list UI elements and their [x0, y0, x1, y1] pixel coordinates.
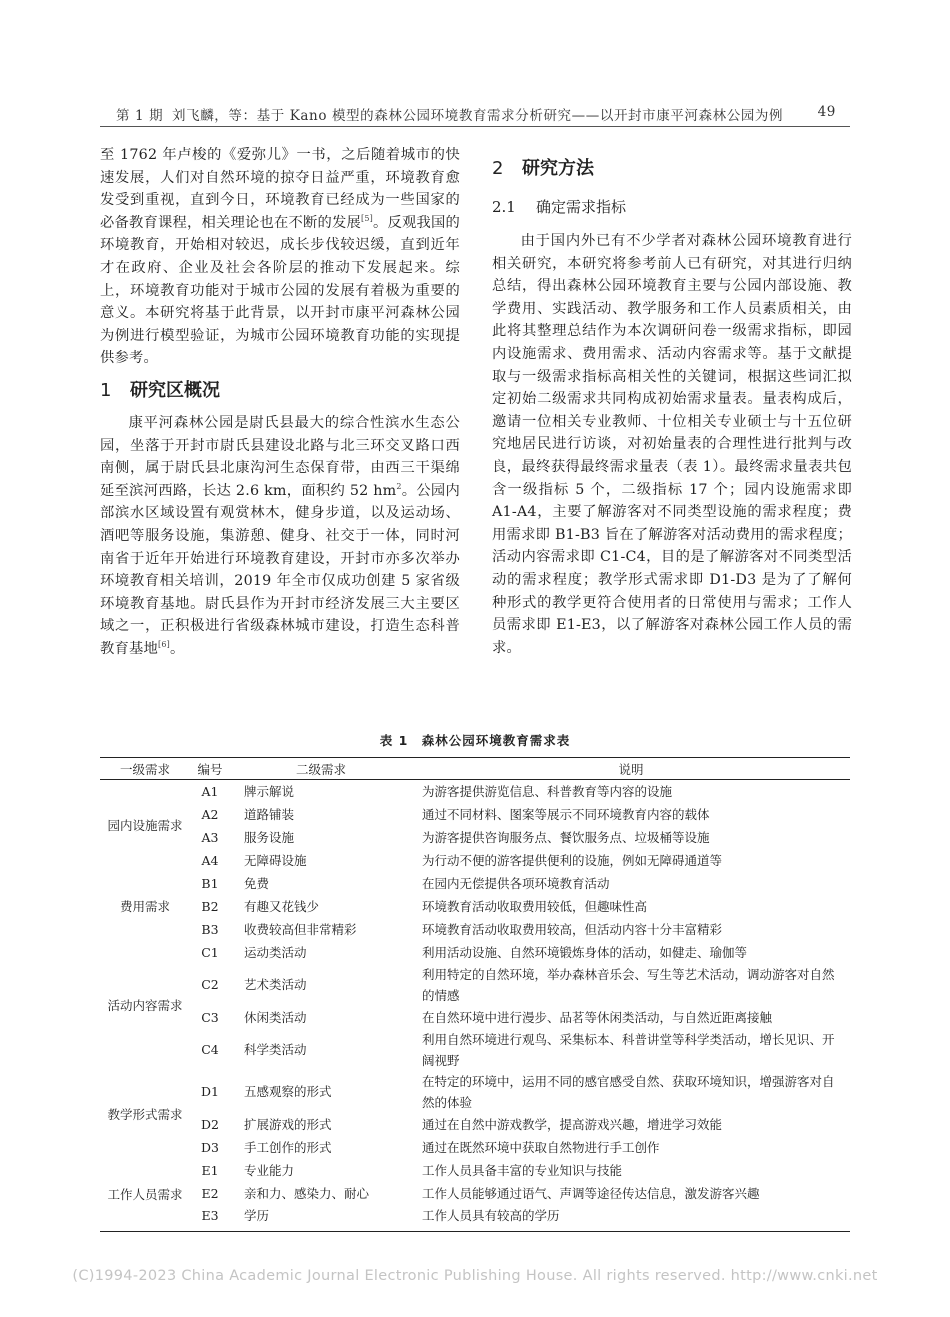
section-2-1-heading — [492, 190, 852, 224]
table-row — [100, 1029, 850, 1071]
level2-cell: 有趣又花钱少 — [244, 898, 320, 914]
section-2-1-number: 2.1 — [492, 198, 516, 216]
table-caption: 表 1 森林公园环境教育需求表 — [379, 733, 571, 748]
description-cell: 工作人员具有较高的学历 — [412, 1205, 850, 1232]
description-cell: 工作人员能够通过语气、声调等途径传达信息，激发游客兴趣 — [422, 1185, 760, 1201]
code-cell: C4 — [201, 1042, 219, 1057]
description-cell: 在园内无偿提供各项环境教育活动 — [422, 875, 610, 891]
table-row — [100, 826, 850, 849]
table-row — [100, 1136, 850, 1159]
section-2-1-title: 确定需求指标 — [536, 198, 627, 216]
code-cell: B3 — [201, 921, 219, 937]
table-row — [100, 1006, 850, 1029]
section-1-heading — [100, 372, 460, 410]
running-header — [100, 104, 850, 126]
level2-cell: 学历 — [230, 1205, 412, 1232]
description-cell: 在自然环境中进行漫步、品茗等休闲类活动，与自然近距离接触 — [422, 1009, 773, 1025]
description-cell: 通过在既然环境中获取自然物进行手工创作 — [422, 1139, 660, 1155]
header-rule — [100, 126, 850, 127]
code-cell: B2 — [201, 898, 219, 914]
group-cell: 工作人员需求 — [100, 1159, 190, 1232]
level2-cell: 免费 — [244, 875, 270, 891]
level2-cell: 休闲类活动 — [244, 1009, 307, 1025]
intro-text-2: 。反观我国的环境教育，开始相对较迟，成长步伐较迟缓，直到近年才在政府、企业及社会各阶层的推动下发展起来。综上，环境教育功能对于城市公园的发展有着极为重要的意义。本研究将基于此背景，以开封市康平河森林公园为例进行模型验证，为城市公园环境教育功能的实现提供参考。 — [100, 214, 460, 367]
table-row — [100, 964, 850, 1006]
code-cell: D2 — [201, 1116, 219, 1132]
requirements-table — [100, 757, 850, 1232]
code-cell: E1 — [201, 1162, 219, 1178]
code-cell: D1 — [201, 1084, 219, 1099]
header-code: 编号 — [190, 758, 230, 780]
level2-cell: 扩展游戏的形式 — [244, 1116, 332, 1132]
description-cell: 通过在自然中游戏教学，提高游戏兴趣，增进学习效能 — [422, 1116, 723, 1132]
citation-5: [5] — [361, 213, 373, 223]
code-cell: D3 — [201, 1139, 219, 1155]
group-cell: 教学形式需求 — [107, 1107, 183, 1122]
table-row — [100, 1159, 850, 1182]
header-level2: 二级需求 — [230, 758, 412, 780]
table-row — [100, 803, 850, 826]
left-column — [100, 144, 460, 660]
level2-cell: 道路铺装 — [244, 806, 295, 822]
level2-cell: 专业能力 — [244, 1162, 295, 1178]
table-row — [100, 1182, 850, 1205]
level2-cell: 无障碍设施 — [244, 852, 307, 868]
level2-cell: 手工创作的形式 — [244, 1139, 332, 1155]
description-cell: 利用特定的自然环境，举办森林音乐会、写生等艺术活动，调动游客对自然的情感 — [422, 966, 835, 1003]
area-unit-superscript: 2 — [396, 481, 402, 491]
section-2-title: 研究方法 — [522, 158, 594, 179]
level2-cell: 艺术类活动 — [244, 977, 307, 992]
description-cell: 环境教育活动收取费用较高，但活动内容十分丰富精彩 — [422, 921, 723, 937]
code-cell: E2 — [201, 1185, 219, 1201]
level2-cell: 收费较高但非常精彩 — [244, 921, 357, 937]
code-cell: A2 — [201, 806, 219, 822]
table-row — [100, 1113, 850, 1136]
code-cell: C2 — [201, 977, 219, 992]
table-row — [100, 1205, 850, 1232]
running-title: 刘飞麟，等：基于 Kano 模型的森林公园环境教育需求分析研究——以开封市康平河森林公园为例 — [172, 108, 784, 124]
description-cell: 为行动不便的游客提供便利的设施，例如无障碍通道等 — [422, 852, 723, 868]
code-cell: B1 — [201, 875, 219, 891]
code-cell: C1 — [201, 944, 219, 960]
code-cell: A4 — [201, 852, 219, 868]
issue-label: 第 1 期 — [116, 108, 164, 124]
study-area-end: 。 — [169, 640, 185, 657]
table-row — [100, 941, 850, 964]
table-header-row — [100, 758, 850, 780]
section-1-number: 1 — [100, 379, 112, 401]
level2-cell: 服务设施 — [244, 829, 295, 845]
table-row — [100, 1071, 850, 1113]
group-cell: 费用需求 — [119, 898, 170, 914]
description-cell: 工作人员具备丰富的专业知识与技能 — [422, 1162, 623, 1178]
copyright-footer: (C)1994-2023 China Academic Journal Electronic Publishing House. All rights reserved. http://www.cnki.net — [72, 1268, 878, 1284]
section-2-number: 2 — [492, 158, 504, 179]
description-cell: 在特定的环境中，运用不同的感官感受自然、获取环境知识，增强游客对自然的体验 — [422, 1073, 835, 1110]
header-level1: 一级需求 — [100, 758, 190, 780]
group-cell: 园内设施需求 — [107, 818, 183, 834]
study-area-text-a: 康平河森林公园是尉氏县最大的综合性滨水生态公园，坐落于开封市尉氏县建设北路与北三环交叉路口西南侧，属于尉氏县北康沟河生态保育带，由西三干渠绵延至滨河西路，长达 2.6 km，面积约 52 hm — [100, 414, 460, 499]
code-cell: A1 — [201, 783, 219, 799]
level2-cell: 牌示解说 — [244, 783, 295, 799]
right-column — [492, 148, 852, 659]
level2-cell: 运动类活动 — [244, 944, 307, 960]
description-cell: 通过不同材料、图案等展示不同环境教育内容的载体 — [422, 806, 710, 822]
group-cell: 活动内容需求 — [107, 998, 183, 1013]
level2-cell: 亲和力、感染力、耐心 — [244, 1185, 370, 1201]
study-area-paragraph — [100, 412, 460, 661]
code-cell: A3 — [201, 829, 219, 845]
intro-text: 至 1762 年卢梭的《爱弥儿》一书，之后随着城市的快速发展，人们对自然环境的掠夺日益严重，环境教育愈发受到重视，直到今日，环境教育已经成为一些国家的必备教育课程，相关理论也在不断的发展 — [100, 147, 460, 231]
table-row — [100, 918, 850, 941]
description-cell: 为游客提供游览信息、科普教育等内容的设施 — [422, 783, 673, 799]
description-cell: 利用活动设施、自然环境锻炼身体的活动，如健走、瑜伽等 — [422, 944, 748, 960]
table-row — [100, 895, 850, 918]
section-1-title: 研究区概况 — [130, 379, 220, 401]
table-row — [100, 780, 850, 803]
code-cell: C3 — [201, 1009, 219, 1025]
intro-paragraph — [100, 144, 460, 370]
table-row — [100, 849, 850, 872]
page-number: 49 — [817, 104, 836, 120]
table-row — [100, 872, 850, 895]
description-cell: 为游客提供咨询服务点、餐饮服务点、垃圾桶等设施 — [422, 829, 710, 845]
study-area-text-b: 。公园内部滨水区域设置有观赏林木，健身步道，以及运动场、酒吧等服务设施，集游憩、健身、社交于一体，同时河南省于近年开始进行环境教育建设，开封市亦多次举办环境教育相关培训，2019 年全市仅成功创建 5 家省级环境教育基地。尉氏县作为开封市经济发展三大主要区域之一，正积极进行省级森林城市建设，打造生态科普教育基地 — [100, 482, 460, 657]
level2-cell: 五感观察的形式 — [244, 1084, 332, 1099]
methods-paragraph: 由于国内外已有不少学者对森林公园环境教育进行相关研究，本研究将参考前人已有研究，对其进行归纳总结，得出森林公园环境教育主要与公园内部设施、教学费用、实践活动、教学服务和工作人员素质相关，由此将其整理总结作为本次调研问卷一级需求指标，即园内设施需求、费用需求、活动内容需求等。基于文献提取与一级需求指标高相关性的关键词，根据这些词汇拟定初始二级需求共同构成初始需求量表。量表构成后，邀请一位相关专业教师、十位相关专业硕士与十五位研究地居民进行访谈，对初始量表的合理性进行批判与改良，最终获得最终需求量表（表 1）。最终需求量表共包含一级指标 5 个，二级指标 17 个；园内设施需求即 A1-A4，主要了解游客对不同类型设施的需求程度；费用需求即 B1-B3 旨在了解游客对活动费用的需求程度；活动内容需求即 C1-C4，目的是了解游客对不同类型活动的需求程度；教学形式需求即 D1-D3 是为了了解何种形式的教学更符合使用者的日常使用与需求；工作人员需求即 E1-E3，以了解游客对森林公园工作人员的需求。 — [492, 233, 852, 656]
description-cell: 环境教育活动收取费用较低，但趣味性高 — [422, 898, 648, 914]
description-cell: 利用自然环境进行观鸟、采集标本、科普讲堂等科学类活动，增长见识、开阔视野 — [422, 1031, 835, 1068]
level2-cell: 科学类活动 — [244, 1042, 307, 1057]
header-description: 说明 — [412, 758, 850, 780]
code-cell: E3 — [190, 1205, 230, 1232]
section-2-heading — [492, 150, 852, 188]
citation-6: [6] — [158, 639, 170, 649]
